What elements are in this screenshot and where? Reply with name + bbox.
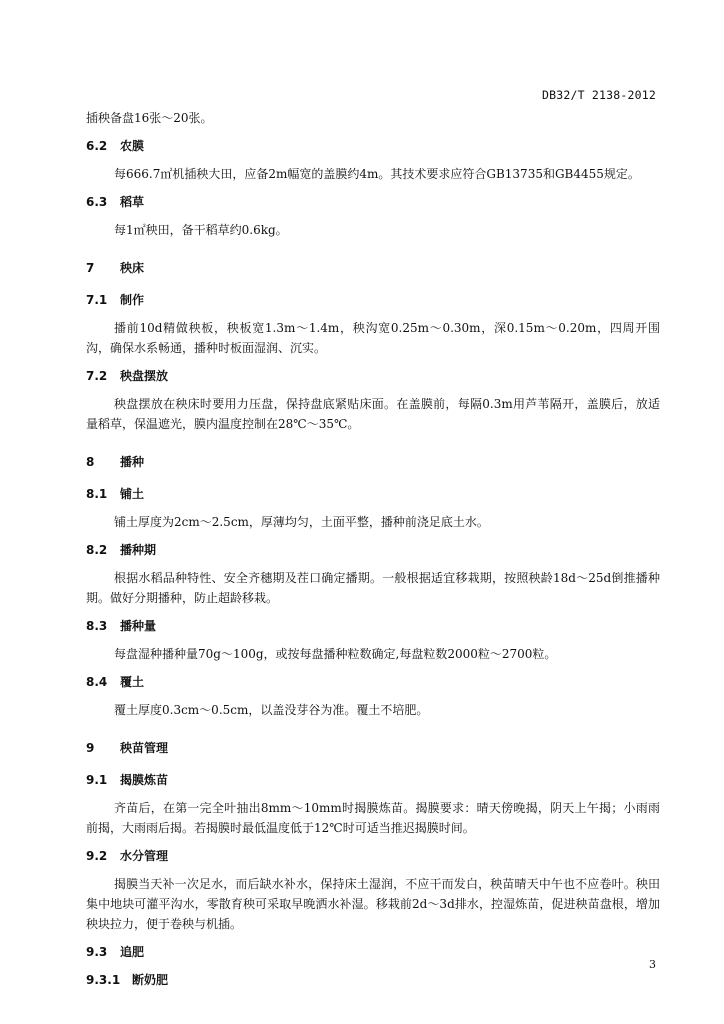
paragraph: 每盘湿种播种量70g～100g，或按每盘播种粒数确定,每盘粒数2000粒～2700粒。 — [114, 647, 557, 661]
section-heading-9-3-1 — [86, 970, 660, 990]
section-heading-8 — [86, 452, 660, 472]
paragraph: 每666.7㎡机插秧大田，应备2m幅宽的盖膜约4m。其技术要求应符合GB13735和GB4455规定。 — [114, 167, 640, 181]
section-title: 秧床 — [120, 261, 145, 275]
page-content — [86, 108, 660, 990]
section-title: 播种期 — [120, 543, 157, 557]
section-title: 稻草 — [120, 195, 145, 209]
section-number: 8.2 — [86, 543, 108, 557]
section-title: 铺土 — [120, 487, 145, 501]
section-number: 7.1 — [86, 293, 108, 307]
section-title: 揭膜炼苗 — [120, 773, 169, 787]
section-number: 9.1 — [86, 773, 108, 787]
section-title: 水分管理 — [120, 849, 169, 863]
section-number: 8.4 — [86, 675, 108, 689]
paragraph: 覆土厚度0.3cm～0.5cm，以盖没芽谷为准。覆土不培肥。 — [114, 703, 429, 717]
paragraph: 齐苗后，在第一完全叶抽出8mm～10mm时揭膜炼苗。揭膜要求：晴天傍晚揭，阴天上午揭；小雨雨前揭，大雨雨后揭。若揭膜时最低温度低于12℃时可适当推迟揭膜时间。 — [86, 801, 660, 835]
section-heading-8-1 — [86, 484, 660, 504]
paragraph: 每1㎡秧田，备干稻草约0.6kg。 — [114, 223, 288, 237]
section-number: 6.2 — [86, 139, 108, 153]
section-heading-7-1 — [86, 290, 660, 310]
section-number: 8 — [86, 455, 95, 469]
paragraph: 秧盘摆放在秧床时要用力压盘，保持盘底紧贴床面。在盖膜前，每隔0.3m用芦苇隔开，盖膜后，放适量稻草，保温遮光，膜内温度控制在28℃～35℃。 — [86, 397, 660, 431]
section-title: 秧盘摆放 — [120, 369, 169, 383]
section-number: 7 — [86, 261, 95, 275]
section-number: 9.2 — [86, 849, 108, 863]
section-heading-8-3 — [86, 616, 660, 636]
section-title: 播种量 — [120, 619, 157, 633]
section-heading-8-4 — [86, 672, 660, 692]
section-number: 9.3.1 — [86, 973, 121, 987]
section-number: 9.3 — [86, 945, 108, 959]
section-title: 农膜 — [120, 139, 145, 153]
section-title: 制作 — [120, 293, 145, 307]
paragraph: 揭膜当天补一次足水，而后缺水补水，保持床土湿润，不应干而发白，秧苗晴天中午也不应卷叶。秧田集中地块可灌平沟水，零散育秧可采取早晚洒水补湿。移栽前2d～3d排水，控湿炼苗，促进秧苗盘根，增加秧块拉力，便于卷秧与机插。 — [86, 877, 660, 931]
section-title: 秧苗管理 — [120, 741, 169, 755]
section-heading-7-2 — [86, 366, 660, 386]
section-number: 8.3 — [86, 619, 108, 633]
paragraph: 铺土厚度为2cm～2.5cm，厚薄均匀，土面平整，播种前浇足底土水。 — [114, 515, 489, 529]
section-heading-6-3 — [86, 192, 660, 212]
section-number: 9 — [86, 741, 95, 755]
standard-code: DB32/T 2138-2012 — [542, 88, 656, 102]
section-heading-8-2 — [86, 540, 660, 560]
section-heading-9-2 — [86, 846, 660, 866]
paragraph: 播前10d精做秧板，秧板宽1.3m～1.4m，秧沟宽0.25m～0.30m，深0.15m～0.20m，四周开围沟，确保水系畅通，播种时板面湿润、沉实。 — [86, 321, 660, 355]
section-heading-6-2 — [86, 136, 660, 156]
paragraph: 根据水稻品种特性、安全齐穗期及茬口确定播期。一般根据适宜移栽期，按照秧龄18d～25d倒推播种期。做好分期播种，防止超龄移栽。 — [86, 571, 660, 605]
section-heading-9-1 — [86, 770, 660, 790]
section-title: 播种 — [120, 455, 145, 469]
section-number: 8.1 — [86, 487, 108, 501]
section-number: 7.2 — [86, 369, 108, 383]
section-heading-7 — [86, 258, 660, 278]
page-number: 3 — [649, 958, 656, 971]
section-number: 6.3 — [86, 195, 108, 209]
section-title: 断奶肥 — [132, 973, 169, 987]
paragraph: 插秧备盘16张～20张。 — [86, 111, 213, 125]
section-title: 覆土 — [120, 675, 145, 689]
section-heading-9-3 — [86, 942, 660, 962]
section-title: 追肥 — [120, 945, 145, 959]
section-heading-9 — [86, 738, 660, 758]
